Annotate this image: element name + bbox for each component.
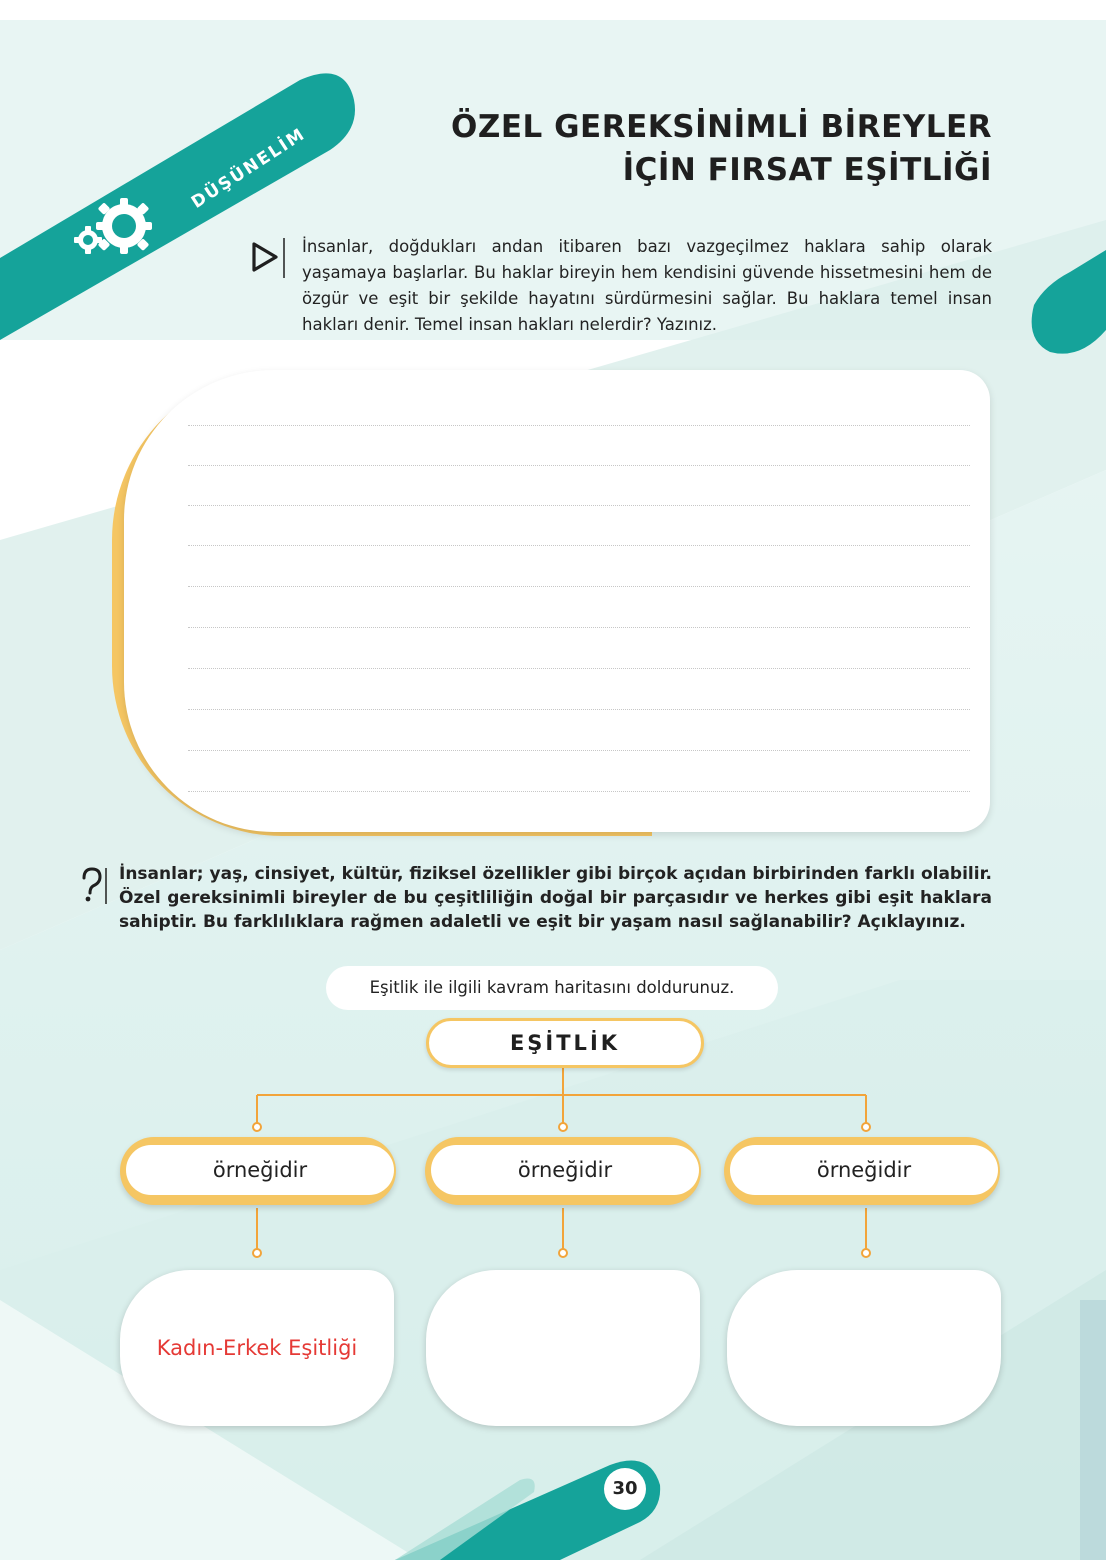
writing-line — [188, 425, 970, 426]
gears-icon — [70, 196, 160, 260]
page-title — [451, 106, 992, 192]
writing-line — [188, 709, 970, 710]
writing-line — [188, 545, 970, 546]
title-line-1: ÖZEL GEREKSİNİMLİ BİREYLER — [451, 109, 992, 145]
writing-line — [188, 586, 970, 587]
writing-line — [188, 505, 970, 506]
concept-map-root: EŞİTLİK — [426, 1018, 704, 1068]
writing-line — [188, 791, 970, 792]
link-node — [425, 1137, 701, 1205]
concept-map-instruction: Eşitlik ile ilgili kavram haritasını doldurunuz. — [326, 966, 778, 1010]
question-2-text: İnsanlar; yaş, cinsiyet, kültür, fiziksel özellikler gibi birçok açıdan birbirinden farklı olabilir. Özel gereksinimli bireyler de bu çeşitliliğin doğal bir parçasıdır ve herkes gibi eşit haklara sahiptir. Bu farklılıklara rağmen adaletli ve eşit bir yaşam nasıl sağlanabilir? Açıklayınız. — [119, 864, 992, 932]
writing-line — [188, 627, 970, 628]
question-1-text: İnsanlar, doğdukları andan itibaren bazı vazgeçilmez haklara sahip olarak yaşamaya başlarlar. Bu haklar bireyin hem kendisini güvende hissetmesini hem de özgür ve eşit bir şekilde hayatını sürdürmesini sağlar. Bu haklara temel insan hakları denir. Temel insan hakları nelerdir? Yazınız. — [302, 237, 992, 334]
answer-card[interactable] — [120, 1270, 394, 1426]
answer-text: Kadın-Erkek Eşitliği — [156, 1336, 358, 1360]
link-label: örneğidir — [730, 1145, 998, 1195]
link-node — [724, 1137, 1000, 1205]
play-icon — [250, 236, 290, 280]
answer-card[interactable] — [426, 1270, 700, 1426]
answer-writing-area[interactable] — [124, 370, 990, 832]
writing-line — [188, 668, 970, 669]
link-label: örneğidir — [126, 1145, 394, 1195]
link-label: örneğidir — [431, 1145, 699, 1195]
question-icon — [80, 866, 110, 906]
answer-card[interactable] — [727, 1270, 1001, 1426]
title-line-2: İÇİN FIRSAT EŞİTLİĞİ — [622, 152, 992, 188]
link-node — [120, 1137, 396, 1205]
page-number: 30 — [604, 1468, 646, 1510]
badge-label: DÜŞÜNELİM — [188, 124, 310, 213]
writing-line — [188, 465, 970, 466]
writing-line — [188, 750, 970, 751]
